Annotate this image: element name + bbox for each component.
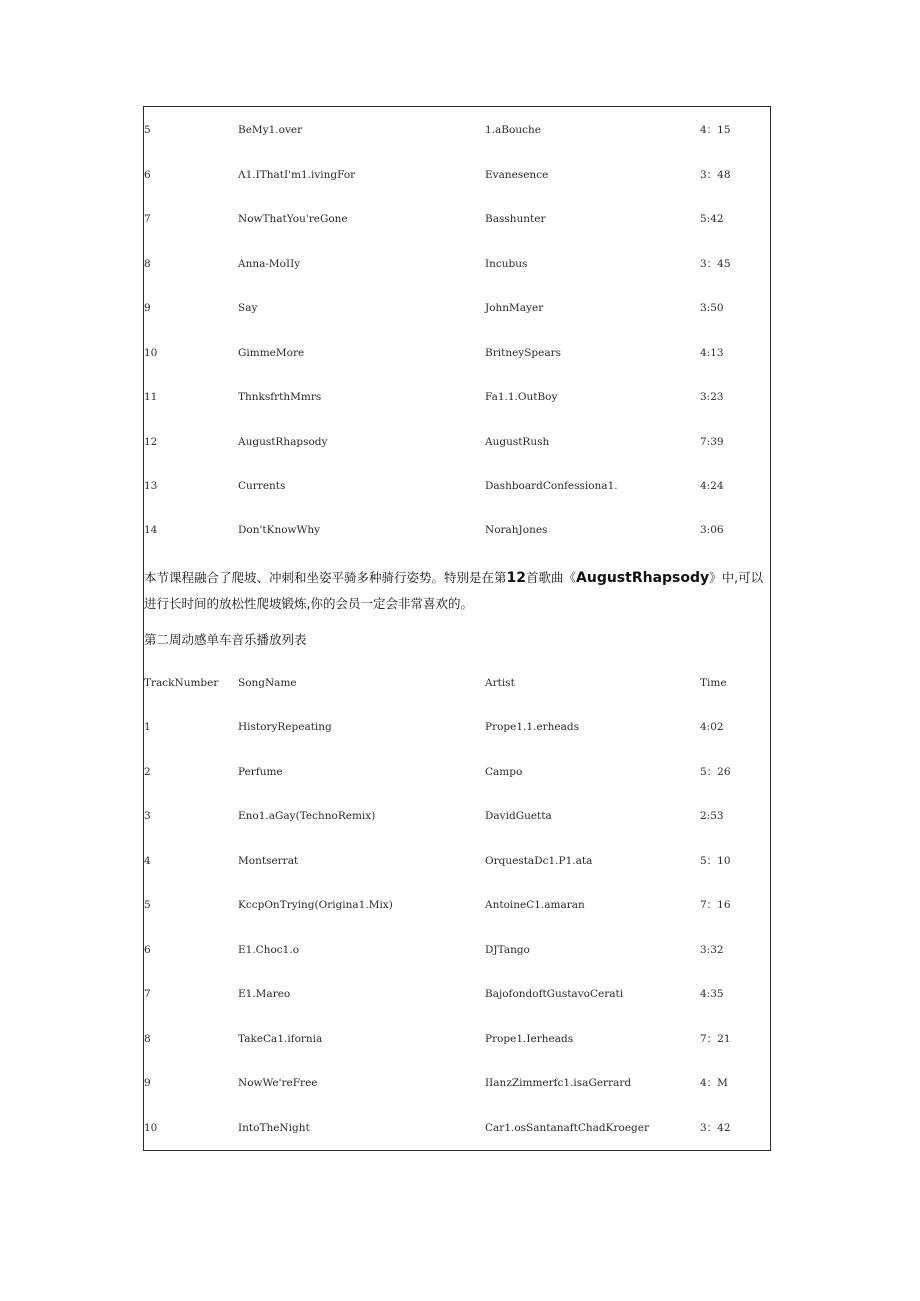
song-name: Currents xyxy=(238,480,286,492)
time: 4:13 xyxy=(700,347,724,359)
song-name: E1.Choc1.o xyxy=(238,944,300,956)
artist: NorahJones xyxy=(485,524,548,536)
time: 3：45 xyxy=(700,258,731,270)
song-name: Montserrat xyxy=(238,855,299,867)
table-row xyxy=(144,387,764,407)
table-header-row xyxy=(144,673,764,693)
table-row xyxy=(144,520,764,540)
time: 3:32 xyxy=(700,944,724,956)
song-name: NowWe'reFree xyxy=(238,1077,318,1089)
time: 5:42 xyxy=(700,213,724,225)
track-number: 7 xyxy=(144,213,151,225)
table-row xyxy=(144,476,764,496)
artist: IIanzZimmerfc1.isaGerrard xyxy=(485,1077,632,1089)
header-song-name: SongName xyxy=(238,677,297,689)
table-row xyxy=(144,209,764,229)
table-row xyxy=(144,120,764,140)
time: 3：48 xyxy=(700,169,731,181)
song-name: HistoryRepeating xyxy=(238,721,332,733)
time: 4:02 xyxy=(700,721,724,733)
track-number: 8 xyxy=(144,1033,151,1045)
note-song-title: AugustRhapsody xyxy=(576,570,710,586)
song-name: Perfume xyxy=(238,766,283,778)
artist: Fa1.1.OutBoy xyxy=(485,391,558,403)
track-number: 10 xyxy=(144,347,158,359)
artist: Evanesence xyxy=(485,169,549,181)
table-row xyxy=(144,806,764,826)
track-number: 11 xyxy=(144,391,158,403)
note-text-after: 》中,可以进行长时间的放松性爬坡锻炼,你的会员一定会非常喜欢的。 xyxy=(144,570,764,611)
song-name: E1.Mareo xyxy=(238,988,291,1000)
track-number: 7 xyxy=(144,988,151,1000)
table-row xyxy=(144,165,764,185)
track-number: 3 xyxy=(144,810,151,822)
song-name: Don'tKnowWhy xyxy=(238,524,321,536)
artist: BritneySpears xyxy=(485,347,562,359)
song-name: Anna-MoIIy xyxy=(238,258,301,270)
header-time: Time xyxy=(700,677,727,689)
song-name: KccpOnTrying(Origina1.Mix) xyxy=(238,899,393,911)
week2-title: 第二周动感单车音乐播放列表 xyxy=(144,632,307,647)
song-name: TakeCa1.ifornia xyxy=(238,1033,323,1045)
time: 2:53 xyxy=(700,810,724,822)
time: 3:50 xyxy=(700,302,724,314)
song-name: GimmeMore xyxy=(238,347,305,359)
table-row xyxy=(144,1029,764,1049)
time: 5：26 xyxy=(700,766,731,778)
artist: DashboardConfessiona1. xyxy=(485,480,618,492)
track-number: 5 xyxy=(144,899,151,911)
table-row xyxy=(144,895,764,915)
artist: Prope1.Ierheads xyxy=(485,1033,574,1045)
table-row xyxy=(144,762,764,782)
course-note xyxy=(144,565,766,616)
track-number: 12 xyxy=(144,436,158,448)
track-number: 10 xyxy=(144,1122,158,1134)
table-row xyxy=(144,717,764,737)
note-text-before: 本节课程融合了爬坡、冲刺和坐姿平骑多种骑行姿势。特别是在第 xyxy=(144,570,507,585)
table-row xyxy=(144,851,764,871)
time: 4：15 xyxy=(700,124,731,136)
track-number: 13 xyxy=(144,480,158,492)
time: 7：16 xyxy=(700,899,731,911)
artist: Car1.osSantanaftChadKroeger xyxy=(485,1122,649,1134)
track-number: 1 xyxy=(144,721,151,733)
track-number: 8 xyxy=(144,258,151,270)
time: 3：42 xyxy=(700,1122,731,1134)
artist: OrquestaDc1.P1.ata xyxy=(485,855,593,867)
artist: AntoineC1.amaran xyxy=(485,899,585,911)
song-name: AugustRhapsody xyxy=(238,436,328,448)
song-name: Eno1.aGay(TechnoRemix) xyxy=(238,810,376,822)
artist: BajofondoftGustavoCerati xyxy=(485,988,624,1000)
artist: Campo xyxy=(485,766,523,778)
table-row xyxy=(144,940,764,960)
song-name: Say xyxy=(238,302,258,314)
track-number: 6 xyxy=(144,944,151,956)
artist: AugustRush xyxy=(485,436,550,448)
note-text-mid: 首歌曲《 xyxy=(526,570,577,585)
track-number: 5 xyxy=(144,124,151,136)
artist: Prope1.1.erheads xyxy=(485,721,579,733)
note-track-number: 12 xyxy=(506,570,526,586)
artist: Incubus xyxy=(485,258,528,270)
time: 5：10 xyxy=(700,855,731,867)
track-number: 6 xyxy=(144,169,151,181)
artist: 1.aBouche xyxy=(485,124,541,136)
table-row xyxy=(144,343,764,363)
track-number: 9 xyxy=(144,1077,151,1089)
table-row xyxy=(144,432,764,452)
table-row xyxy=(144,298,764,318)
header-track-number: TrackNumber xyxy=(144,677,219,689)
song-name: IntoTheNight xyxy=(238,1122,310,1134)
table-row xyxy=(144,1073,764,1093)
song-name: BeMy1.over xyxy=(238,124,303,136)
table-row xyxy=(144,984,764,1004)
track-number: 9 xyxy=(144,302,151,314)
header-artist: Artist xyxy=(485,677,515,689)
table-row xyxy=(144,1118,764,1138)
time: 7：21 xyxy=(700,1033,731,1045)
track-number: 14 xyxy=(144,524,158,536)
table-row xyxy=(144,254,764,274)
time: 4:24 xyxy=(700,480,724,492)
song-name: ThnksfrthMmrs xyxy=(238,391,322,403)
time: 7:39 xyxy=(700,436,724,448)
track-number: 2 xyxy=(144,766,151,778)
time: 4:35 xyxy=(700,988,724,1000)
track-number: 4 xyxy=(144,855,151,867)
time: 3:23 xyxy=(700,391,724,403)
time: 3:06 xyxy=(700,524,724,536)
artist: DJTango xyxy=(485,944,530,956)
artist: Basshunter xyxy=(485,213,546,225)
artist: JohnMayer xyxy=(485,302,544,314)
artist: DavidGuetta xyxy=(485,810,552,822)
song-name: Λ1.IThatI'm1.ivingFor xyxy=(238,169,356,181)
time: 4：M xyxy=(700,1077,728,1089)
song-name: NowThatYou'reGone xyxy=(238,213,348,225)
